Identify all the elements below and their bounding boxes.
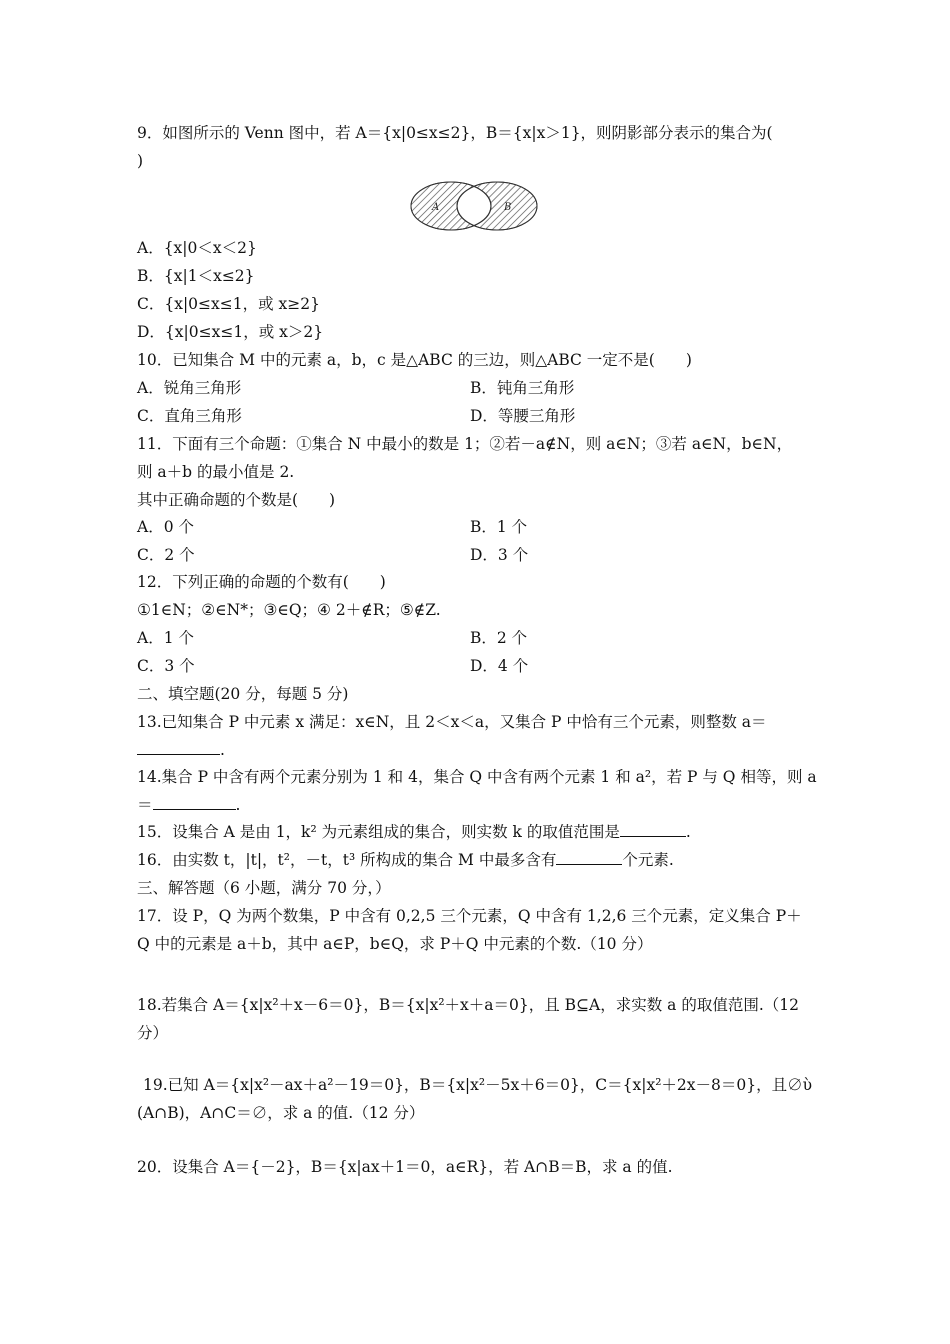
q13-answer-line xyxy=(137,740,225,760)
q10-stem: 10．已知集合 M 中的元素 a，b，c 是△ABC 的三边，则△ABC 一定不是( ) xyxy=(137,351,692,369)
q9-option-c: C．{x|0≤x≤1，或 x≥2} xyxy=(137,295,321,313)
q13-end: . xyxy=(220,741,225,759)
q15-text: 15．设集合 A 是由 1，k² 为元素组成的集合，则实数 k 的取值范围是 xyxy=(137,823,620,841)
q11-option-b: B．1 个 xyxy=(470,518,528,536)
section-fill-in-heading: 二、填空题(20 分，每题 5 分) xyxy=(137,685,349,703)
q18-text-cont: 分） xyxy=(137,1024,169,1042)
q14-text: 14.集合 P 中含有两个元素分别为 1 和 4，集合 Q 中含有两个元素 1 和 a²，若 P 与 Q 相等，则 a xyxy=(137,768,817,786)
q15-line xyxy=(137,822,691,842)
venn-label-a: A xyxy=(432,202,440,213)
q16-line xyxy=(137,850,674,870)
q9-option-b: B．{x|1＜x≤2} xyxy=(137,267,255,285)
q16-text: 16．由实数 t，|t|，t²，－t，t³ 所构成的集合 M 中最多含有 xyxy=(137,851,557,869)
q10-option-c: C．直角三角形 xyxy=(137,407,242,425)
q12-option-c: C．3 个 xyxy=(137,657,195,675)
q17-text: 17．设 P，Q 为两个数集，P 中含有 0,2,5 三个元素，Q 中含有 1,2,6 三个元素，定义集合 P＋ xyxy=(137,907,802,925)
q9-stem: 9．如图所示的 Venn 图中，若 A＝{x|0≤x≤2}，B＝{x|x＞1}，则阴影部分表示的集合为( xyxy=(137,124,773,142)
q11-option-c: C．2 个 xyxy=(137,546,195,564)
q9-option-d: D．{x|0≤x≤1，或 x＞2} xyxy=(137,323,324,341)
venn-diagram xyxy=(408,179,540,233)
q10-option-b: B．钝角三角形 xyxy=(470,379,575,397)
q19-text: 19.已知 A＝{x|x²－ax＋a²－19＝0}，B＝{x|x²－5x＋6＝0}，C＝{x|x²＋2x－8＝0}，且∅ὺ xyxy=(143,1076,813,1094)
q12-stem: 12．下列正确的命题的个数有( ) xyxy=(137,573,386,591)
q9-stem-close: ) xyxy=(137,152,144,170)
q16-end: 个元素. xyxy=(622,851,674,869)
q11-option-a: A．0 个 xyxy=(137,518,194,536)
q12-option-a: A．1 个 xyxy=(137,629,194,647)
q11-stem: 11．下面有三个命题：①集合 N 中最小的数是 1；②若－a∉N，则 a∈N；③若 a∈N，b∈N， xyxy=(137,435,793,453)
q13-blank[interactable] xyxy=(137,740,220,755)
q14-answer-line xyxy=(137,795,240,815)
q20-text: 20．设集合 A＝{－2}，B＝{x|ax＋1＝0，a∈R}，若 A∩B＝B，求 a 的值. xyxy=(137,1158,673,1176)
q16-blank[interactable] xyxy=(556,850,622,865)
q10-option-d: D．等腰三角形 xyxy=(470,407,576,425)
q14-end: . xyxy=(235,796,241,814)
q10-option-a: A．锐角三角形 xyxy=(137,379,242,397)
section-solve-heading: 三、解答题（6 小题，满分 70 分，） xyxy=(137,879,391,897)
q15-blank[interactable] xyxy=(620,822,686,837)
q11-stem-cont: 则 a＋b 的最小值是 2. xyxy=(137,463,295,481)
q12-option-d: D．4 个 xyxy=(470,657,529,675)
venn-label-b: B xyxy=(504,202,512,213)
q19-text-cont: (A∩B)，A∩C＝∅，求 a 的值.（12 分） xyxy=(137,1104,425,1122)
q9-option-a: A．{x|0＜x＜2} xyxy=(137,239,257,257)
q12-option-b: B．2 个 xyxy=(470,629,528,647)
q15-end: . xyxy=(685,823,691,841)
q11-option-d: D．3 个 xyxy=(470,546,529,564)
q17-text-cont: Q 中的元素是 a＋b，其中 a∈P，b∈Q，求 P＋Q 中元素的个数.（10 分） xyxy=(137,935,653,953)
q11-question: 其中正确命题的个数是( ) xyxy=(137,491,336,509)
q13-text: 13.已知集合 P 中元素 x 满足：x∈N，且 2＜x＜a，又集合 P 中恰有三个元素，则整数 a＝ xyxy=(137,713,767,731)
q14-equals: ＝ xyxy=(137,796,153,814)
q12-statements: ①1∈N；②∈N*；③∈Q；④ 2＋∉R；⑤∉Z. xyxy=(137,601,441,619)
q18-text: 18.若集合 A＝{x|x²＋x－6＝0}，B＝{x|x²＋x＋a＝0}，且 B⊆A，求实数 a 的取值范围.（12 xyxy=(137,996,799,1014)
q14-blank[interactable] xyxy=(153,795,236,810)
